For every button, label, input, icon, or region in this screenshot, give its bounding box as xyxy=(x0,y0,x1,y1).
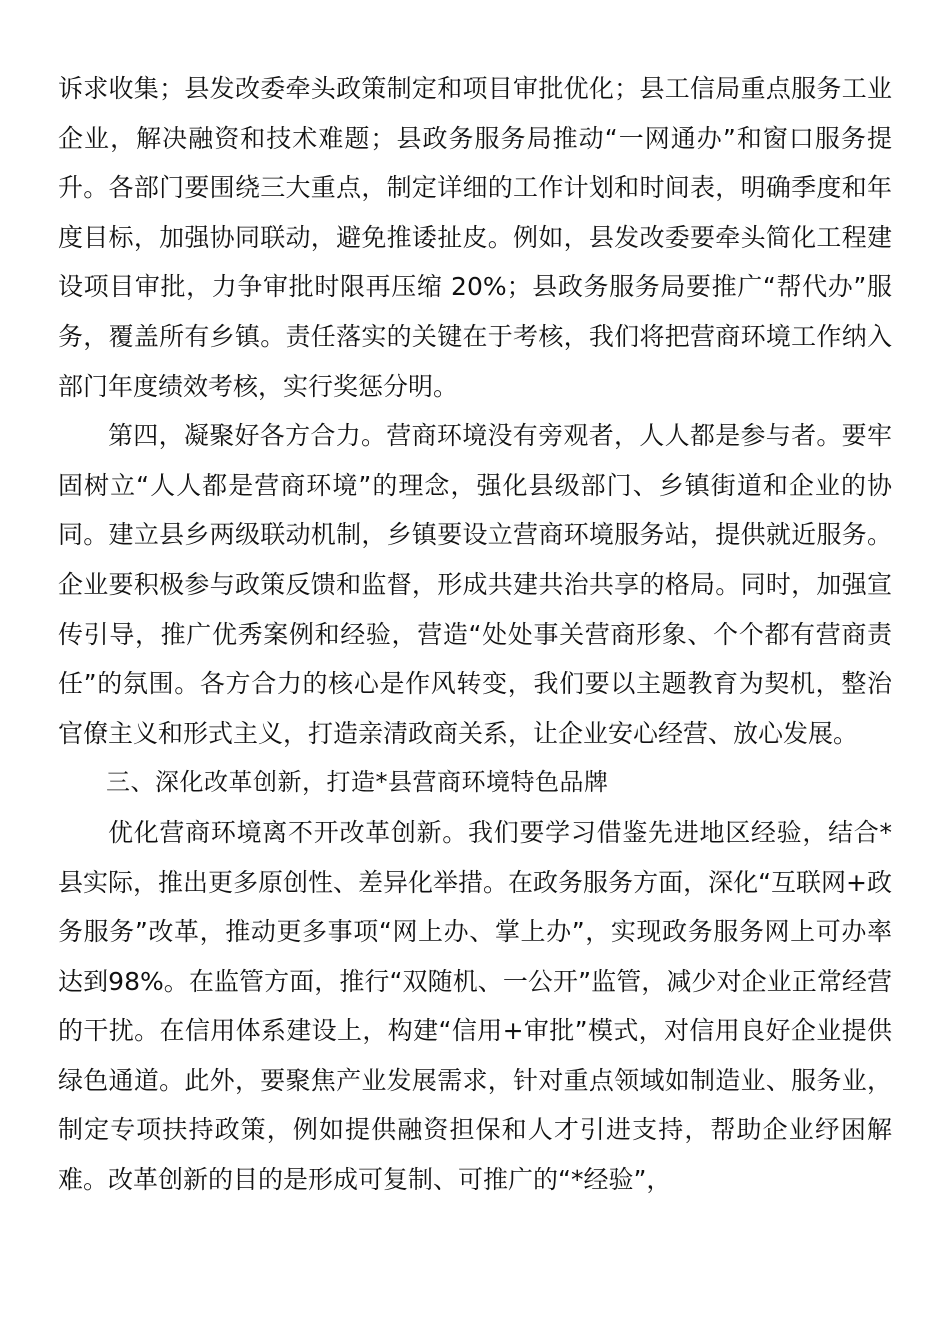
paragraph-fourth-point: 第四，凝聚好各方合力。营商环境没有旁观者，人人都是参与者。要牢固树立“人人都是营商环境”的理念，强化县级部门、乡镇街道和企业的协同。建立县乡两级联动机制，乡镇要设立营商环境服务站，提供就近服务。企业要积极参与政策反馈和监督，形成共建共治共享的格局。同时，加强宣传引导，推广优秀案例和经验，营造“处处事关营商形象、个个都有营商责任”的氛围。各方合力的核心是作风转变，我们要以主题教育为契机，整治官僚主义和形式主义，打造亲清政商关系，让企业安心经营、放心发展。 xyxy=(58,421,892,748)
document-body xyxy=(58,64,892,1205)
section-heading-three: 三、深化改革创新，打造*县营商环境特色品牌 xyxy=(106,768,609,797)
paragraph-reform-innovation: 优化营商环境离不开改革创新。我们要学习借鉴先进地区经验，结合*县实际，推出更多原创性、差异化举措。在政务服务方面，深化“互联网+政务服务”改革，推动更多事项“网上办、掌上办”，实现政务服务网上可办率达到98%。在监管方面，推行“双随机、一公开”监管，减少对企业正常经营的干扰。在信用体系建设上，构建“信用+审批”模式，对信用良好企业提供绿色通道。此外，要聚焦产业发展需求，针对重点领域如制造业、服务业，制定专项扶持政策，例如提供融资担保和人才引进支持，帮助企业纾困解难。改革创新的目的是形成可复制、可推广的“*经验”， xyxy=(58,817,892,1195)
paragraph-continuation: 诉求收集；县发改委牵头政策制定和项目审批优化；县工信局重点服务工业企业，解决融资和技术难题；县政务服务局推动“一网通办”和窗口服务提升。各部门要围绕三大重点，制定详细的工作计划和时间表，明确季度和年度目标，加强协同联动，避免推诿扯皮。例如，县发改委要牵头简化工程建设项目审批，力争审批时限再压缩 20%；县政务服务局要推广“帮代办”服务，覆盖所有乡镇。责任落实的关键在于考核，我们将把营商环境工作纳入部门年度绩效考核，实行奖惩分明。 xyxy=(58,74,892,401)
